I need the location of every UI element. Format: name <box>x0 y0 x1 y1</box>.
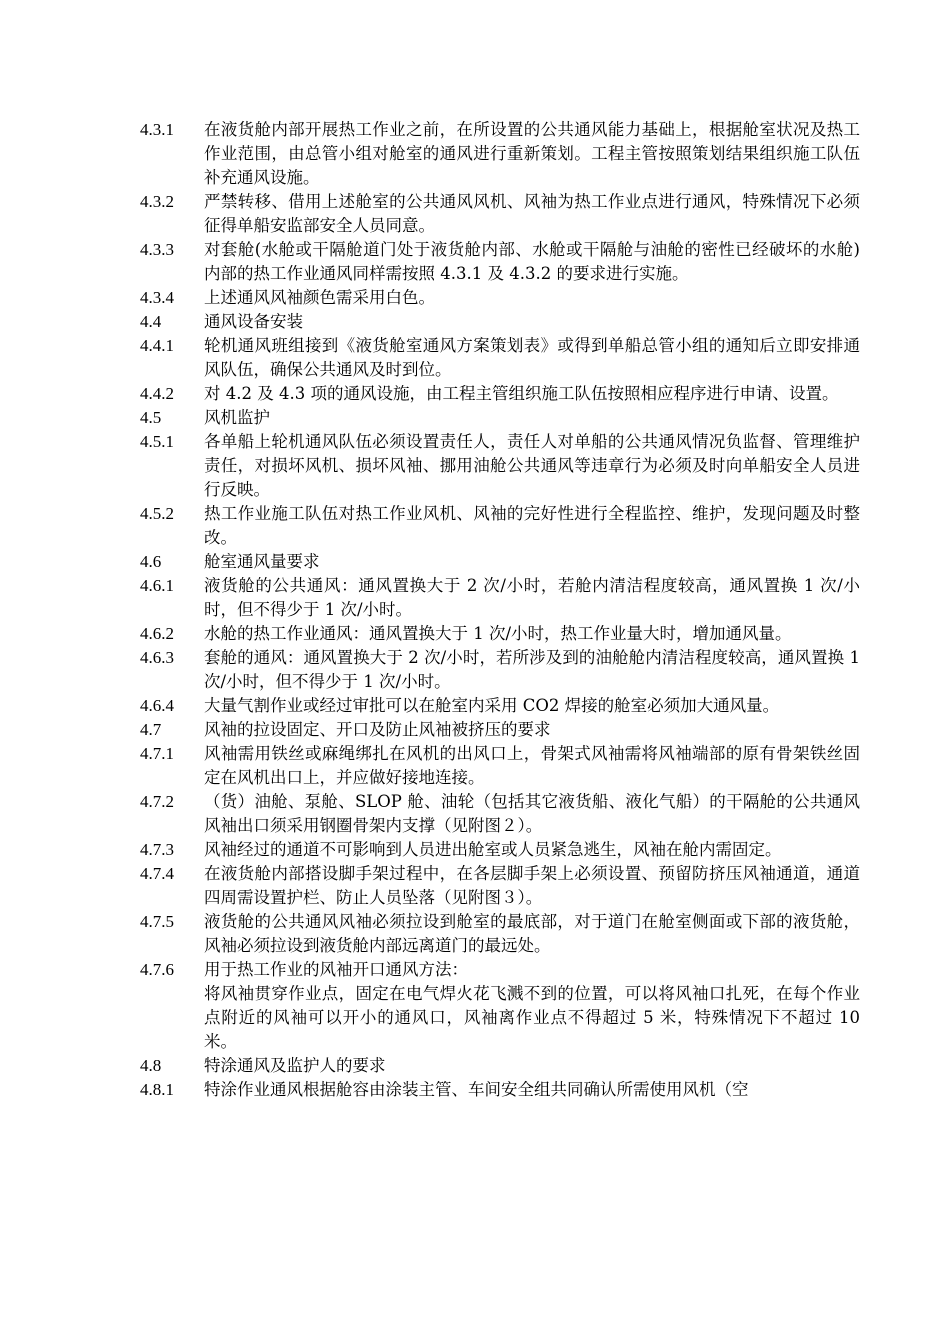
clause-text <box>204 430 860 502</box>
clause-paragraph: 各单船上轮机通风队伍必须设置责任人，责任人对单船的公共通风情况负监督、管理维护责任，对损坏风机、损坏风袖、挪用油舱公共通风等违章行为必须及时向单船安全人员进行反映。 <box>204 432 860 499</box>
clause-text <box>204 238 860 286</box>
clause-text <box>204 646 860 694</box>
clause-number: 4.6 <box>140 552 162 571</box>
clause-paragraph: 液货舱的公共通风风袖必须拉设到舱室的最底部，对于道门在舱室侧面或下部的液货舱，风袖必须拉设到液货舱内部远离道门的最远处。 <box>204 912 860 955</box>
clause-row <box>140 430 860 502</box>
document-body <box>140 118 860 1102</box>
clause-number: 4.4 <box>140 312 162 331</box>
clause-row <box>140 190 860 238</box>
clause-number: 4.7.5 <box>140 912 174 931</box>
clause-number: 4.7 <box>140 720 162 739</box>
clause-row <box>140 790 860 838</box>
clause-row <box>140 742 860 790</box>
clause-number: 4.6.2 <box>140 624 174 643</box>
clause-number: 4.7.4 <box>140 864 174 883</box>
clause-number: 4.4.2 <box>140 384 174 403</box>
clause-row <box>140 694 860 718</box>
clause-text <box>204 742 860 790</box>
clause-text <box>204 190 860 238</box>
clause-paragraph: 套舱的通风：通风置换大于 2 次/小时，若所涉及到的油舱舱内清洁程度较高，通风置换 1 次/小时，但不得少于 1 次/小时。 <box>204 648 860 691</box>
clause-number: 4.5.1 <box>140 432 174 451</box>
clause-number: 4.3.4 <box>140 288 174 307</box>
clause-number: 4.7.6 <box>140 960 174 979</box>
clause-paragraph: 轮机通风班组接到《液货舱室通风方案策划表》或得到单船总管小组的通知后立即安排通风队伍，确保公共通风及时到位。 <box>204 336 860 379</box>
clause-paragraph: 特涂通风及监护人的要求 <box>204 1056 386 1075</box>
clause-number: 4.7.1 <box>140 744 174 763</box>
clause-number: 4.6.4 <box>140 696 174 715</box>
clause-text <box>204 310 860 334</box>
clause-number: 4.7.3 <box>140 840 174 859</box>
clause-paragraph: 舱室通风量要求 <box>204 552 320 571</box>
clause-row <box>140 718 860 742</box>
clause-row <box>140 574 860 622</box>
clause-row <box>140 910 860 958</box>
clause-text <box>204 406 860 430</box>
clause-paragraph: 在液货舱内部开展热工作业之前，在所设置的公共通风能力基础上，根据舱室状况及热工作业范围，由总管小组对舱室的通风进行重新策划。工程主管按照策划结果组织施工队伍补充通风设施。 <box>204 120 860 187</box>
clause-paragraph: 通风设备安装 <box>204 312 303 331</box>
clause-text <box>204 334 860 382</box>
clause-row <box>140 334 860 382</box>
clause-paragraph: 风袖经过的通道不可影响到人员进出舱室或人员紧急逃生，风袖在舱内需固定。 <box>204 840 782 859</box>
clause-number: 4.8 <box>140 1056 162 1075</box>
clause-text <box>204 910 860 958</box>
clause-row <box>140 118 860 190</box>
clause-text <box>204 718 860 742</box>
clause-row <box>140 958 860 1054</box>
clause-row <box>140 1054 860 1078</box>
clause-text <box>204 838 860 862</box>
clause-row <box>140 406 860 430</box>
clause-number: 4.6.1 <box>140 576 174 595</box>
clause-text <box>204 550 860 574</box>
clause-paragraph: 液货舱的公共通风：通风置换大于 2 次/小时，若舱内清洁程度较高，通风置换 1 次/小时，但不得少于 1 次/小时。 <box>204 576 860 619</box>
clause-number: 4.3.2 <box>140 192 174 211</box>
clause-paragraph: 风袖需用铁丝或麻绳绑扎在风机的出风口上，骨架式风袖需将风袖端部的原有骨架铁丝固定在风机出口上，并应做好接地连接。 <box>204 744 860 787</box>
clause-number: 4.3.1 <box>140 120 174 139</box>
clause-text <box>204 502 860 550</box>
clause-row <box>140 550 860 574</box>
clause-paragraph: 水舱的热工作业通风：通风置换大于 1 次/小时，热工作业量大时，增加通风量。 <box>204 624 792 643</box>
clause-paragraph: 热工作业施工队伍对热工作业风机、风袖的完好性进行全程监控、维护，发现问题及时整改。 <box>204 504 860 547</box>
clause-number: 4.7.2 <box>140 792 174 811</box>
clause-row <box>140 382 860 406</box>
clause-text <box>204 118 860 190</box>
clause-row <box>140 646 860 694</box>
clause-number: 4.8.1 <box>140 1080 174 1099</box>
clause-text <box>204 958 860 1054</box>
clause-paragraph: 将风袖贯穿作业点，固定在电气焊火花飞溅不到的位置，可以将风袖口扎死，在每个作业点附近的风袖可以开小的通风口，风袖离作业点不得超过 5 米，特殊情况下不超过 10 米。 <box>204 984 860 1051</box>
clause-paragraph: 对 4.2 及 4.3 项的通风设施，由工程主管组织施工队伍按照相应程序进行申请、设置。 <box>204 384 839 403</box>
clause-text <box>204 286 860 310</box>
clause-paragraph: 风袖的拉设固定、开口及防止风袖被挤压的要求 <box>204 720 551 739</box>
clause-paragraph: 特涂作业通风根据舱容由涂装主管、车间安全组共同确认所需使用风机（空 <box>204 1080 749 1099</box>
clause-text <box>204 382 860 406</box>
clause-row <box>140 310 860 334</box>
clause-paragraph: 严禁转移、借用上述舱室的公共通风风机、风袖为热工作业点进行通风，特殊情况下必须征得单船安监部安全人员同意。 <box>204 192 860 235</box>
clause-row <box>140 502 860 550</box>
clause-paragraph: 风机监护 <box>204 408 270 427</box>
clause-text <box>204 1078 860 1102</box>
clause-paragraph: 用于热工作业的风袖开口通风方法： <box>204 960 468 979</box>
clause-text <box>204 790 860 838</box>
clause-number: 4.3.3 <box>140 240 174 259</box>
clause-row <box>140 286 860 310</box>
clause-paragraph: 在液货舱内部搭设脚手架过程中，在各层脚手架上必须设置、预留防挤压风袖通道，通道四周需设置护栏、防止人员坠落（见附图３）。 <box>204 864 860 907</box>
clause-row <box>140 838 860 862</box>
clause-number: 4.6.3 <box>140 648 174 667</box>
clause-paragraph: （货）油舱、泵舱、SLOP 舱、油轮（包括其它液货船、液化气船）的干隔舱的公共通风风袖出口须采用钢圈骨架内支撑（见附图２）。 <box>204 792 860 835</box>
clause-row <box>140 862 860 910</box>
clause-paragraph: 上述通风风袖颜色需采用白色。 <box>204 288 435 307</box>
clause-number: 4.4.1 <box>140 336 174 355</box>
clause-row <box>140 238 860 286</box>
clause-number: 4.5 <box>140 408 162 427</box>
clause-text <box>204 694 860 718</box>
clause-text <box>204 862 860 910</box>
clause-text <box>204 574 860 622</box>
clause-row <box>140 1078 860 1102</box>
clause-number: 4.5.2 <box>140 504 174 523</box>
clause-row <box>140 622 860 646</box>
clause-text <box>204 622 860 646</box>
clause-paragraph: 对套舱(水舱或干隔舱道门处于液货舱内部、水舱或干隔舱与油舱的密性已经破坏的水舱)内部的热工作业通风同样需按照 4.3.1 及 4.3.2 的要求进行实施。 <box>204 240 860 283</box>
clause-text <box>204 1054 860 1078</box>
clause-paragraph: 大量气割作业或经过审批可以在舱室内采用 CO2 焊接的舱室必须加大通风量。 <box>204 696 780 715</box>
